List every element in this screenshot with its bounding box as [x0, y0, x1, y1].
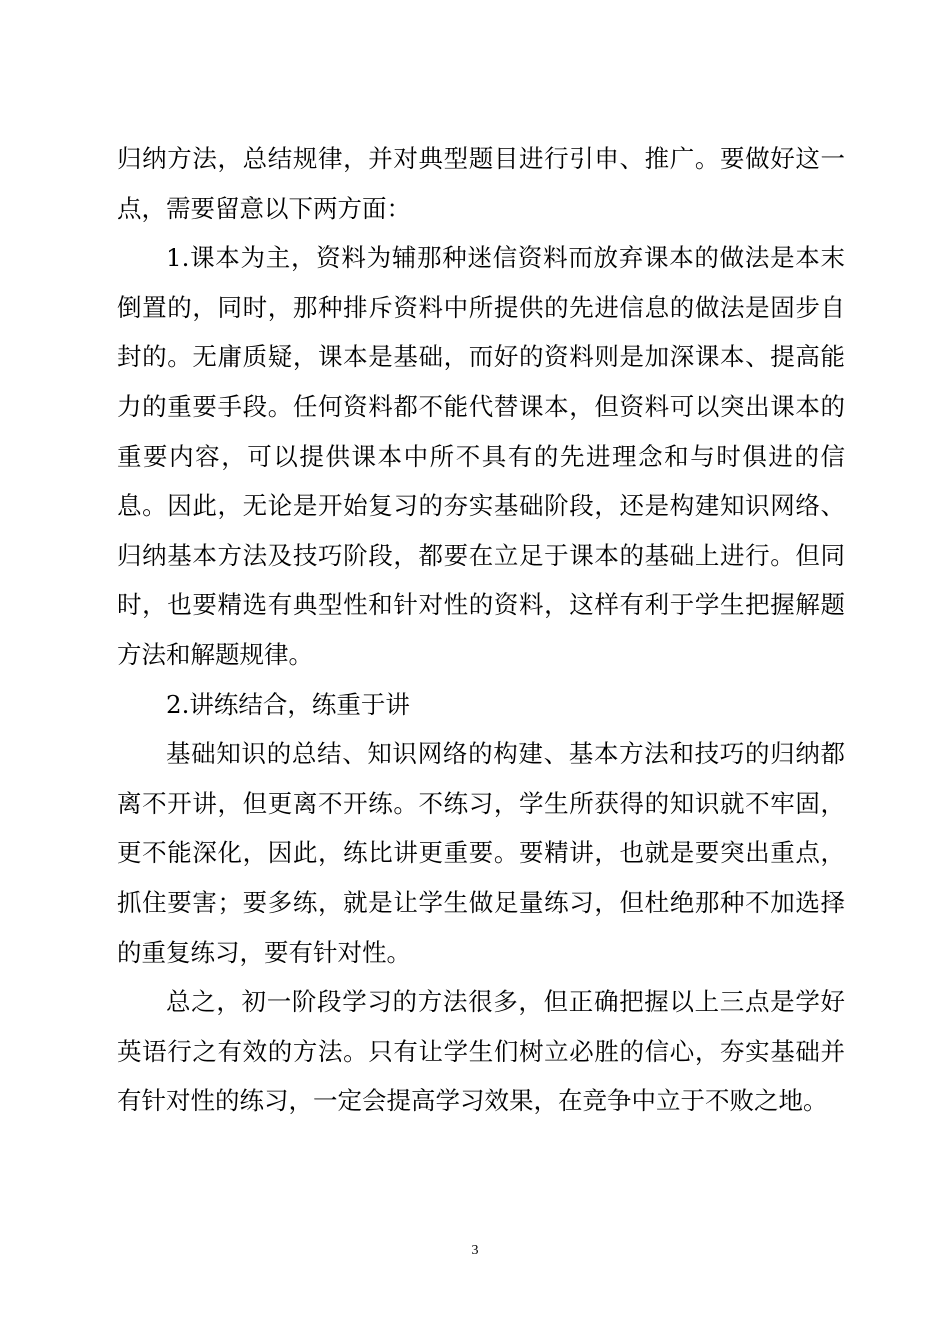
page-number: 3	[471, 1243, 479, 1258]
paragraph-textbook-first: 1.课本为主，资料为辅那种迷信资料而放弃课本的做法是本末倒置的，同时，那种排斥资料中所提供的先进信息的做法是固步自封的。无庸质疑，课本是基础，而好的资料则是加深课本、提高能力的重要手段。任何资料都不能代替课本，但资料可以突出课本的重要内容，可以提供课本中所不具有的先进理念和与时俱进的信息。因此，无论是开始复习的夯实基础阶段，还是构建知识网络、归纳基本方法及技巧阶段，都要在立足于课本的基础上进行。但同时，也要精选有典型性和针对性的资料，这样有利于学生把握解题方法和解题规律。	[117, 243, 845, 669]
paragraph-conclusion: 总之，初一阶段学习的方法很多，但正确把握以上三点是学好英语行之有效的方法。只有让学生们树立必胜的信心，夯实基础并有针对性的练习，一定会提高学习效果，在竞争中立于不败之地。	[117, 987, 845, 1116]
paragraph-heading-practice: 2.讲练结合，练重于讲	[166, 689, 410, 719]
document-body	[117, 134, 845, 1126]
paragraph-continuation: 归纳方法，总结规律，并对典型题目进行引申、推广。要做好这一点，需要留意以下两方面：	[117, 144, 845, 223]
paragraph-practice-details: 基础知识的总结、知识网络的构建、基本方法和技巧的归纳都离不开讲，但更离不开练。不练习，学生所获得的知识就不牢固，更不能深化，因此，练比讲更重要。要精讲，也就是要突出重点，抓住要害；要多练，就是让学生做足量练习，但杜绝那种不加选择的重复练习，要有针对性。	[117, 739, 845, 967]
